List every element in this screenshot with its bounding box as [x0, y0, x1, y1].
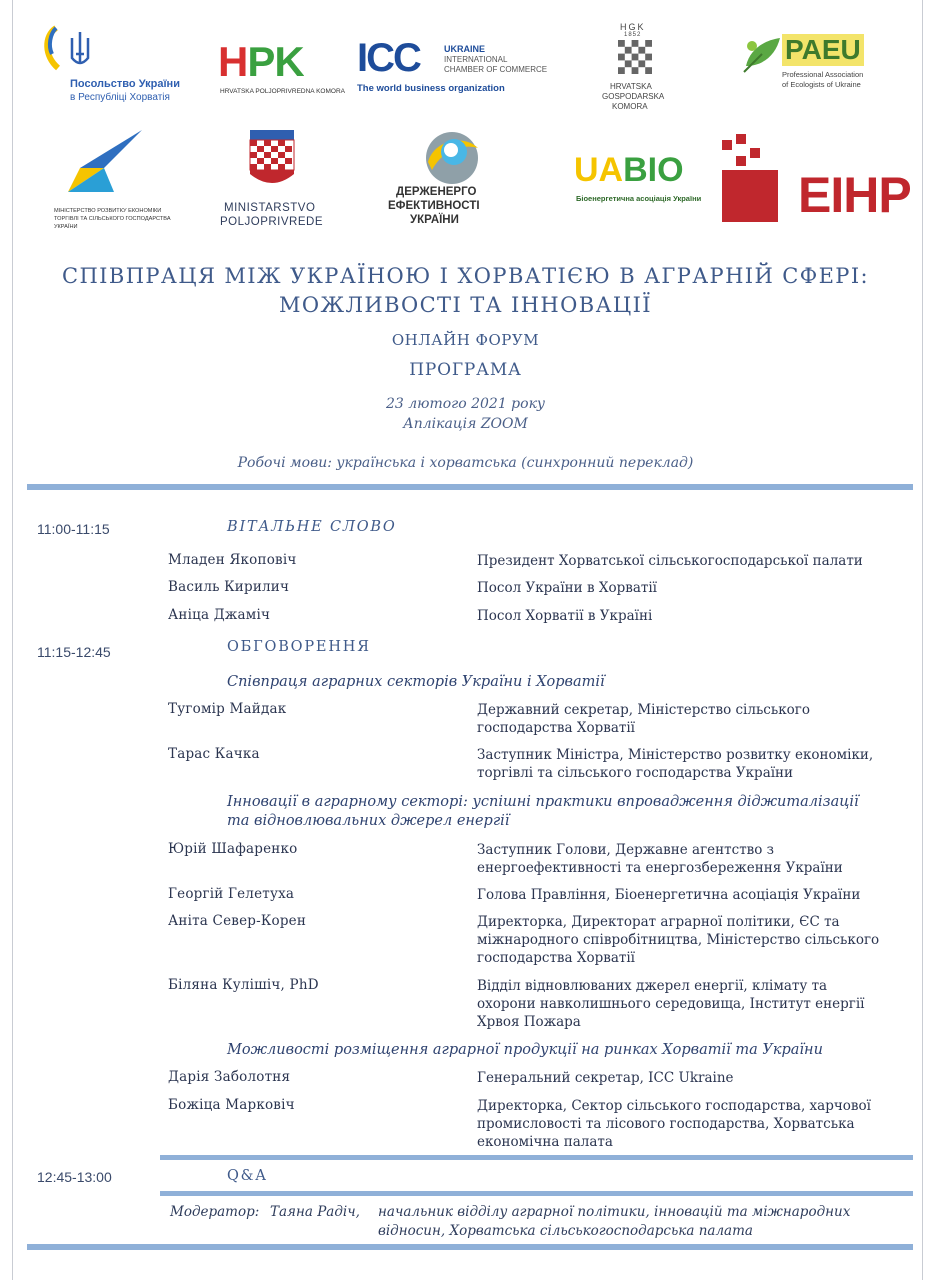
section-1-title: ВІТАЛЬНЕ СЛОВО [227, 519, 397, 535]
hgk-line3: KOMORA [612, 102, 648, 111]
paeu-line1: Professional Association [782, 70, 864, 79]
event-platform: Аплікація ZOOM [403, 416, 528, 432]
divider-qa-top [160, 1155, 913, 1160]
speaker-role: Голова Правління, Біоенергетична асоціація України [477, 887, 861, 903]
icc-tagline: The world business organization [357, 83, 505, 94]
ministry-ua-emblem-icon [64, 128, 144, 194]
speaker-name: Георгій Гелетуха [168, 886, 295, 902]
ministry-hr-logo [218, 130, 328, 234]
speaker-role: Генеральний секретар, ICC Ukraine [477, 1070, 734, 1086]
moderator-role-line-2: відносин, Хорватська сільськогосподарська палата [378, 1223, 753, 1239]
eihp-squares-icon [722, 134, 794, 224]
moderator-block [170, 1203, 890, 1241]
icc-chamber: CHAMBER OF COMMERCE [444, 65, 548, 74]
speaker-role: Посол Хорватії в Україні [477, 608, 653, 624]
derzhenergo-line3: УКРАЇНИ [410, 214, 459, 226]
section-3-title: Q&A [227, 1168, 268, 1184]
speaker-name: Тугомір Майдак [168, 701, 287, 717]
speaker-name: Младен Якоповіч [168, 552, 297, 568]
uabio-caption: Біоенергетична асоціація України [576, 194, 702, 203]
derzhenergo-emblem-icon [424, 130, 484, 186]
icc-logo [357, 38, 557, 98]
speaker-role: Директорка, Директорат аграрної політики, ЄС та міжнародного співробітництва, Міністерство сільського господарства Хорватії [477, 914, 880, 966]
hpk-mark: HPK [218, 38, 304, 85]
uabio-mark: UABIO [574, 151, 684, 189]
embassy-logo [42, 24, 192, 108]
speaker-name: Юрій Шафаренко [168, 841, 298, 857]
speaker-role: Заступник Голови, Державне агентство з енергоефективності та енергозбереження України [477, 842, 843, 876]
subtopic-1: Співпраця аграрних секторів України і Хорватії [227, 674, 605, 690]
moderator-role-line-1: начальник відділу аграрної політики, інновацій та міжнародних [378, 1204, 851, 1220]
ministry-ua-line3: УКРАЇНИ [54, 224, 78, 230]
paeu-mark: PAEU [782, 34, 864, 66]
working-languages: Робочі мови: українська і хорватська (синхронний переклад) [237, 455, 694, 471]
uabio-logo [574, 152, 704, 208]
ukraine-emblem-icon [42, 24, 102, 76]
page-border-right [922, 0, 923, 1280]
hgk-line2: GOSPODARSKA [602, 92, 665, 101]
embassy-country: в Республіці Хорватія [70, 92, 170, 103]
title-line-2: МОЖЛИВОСТІ ТА ІННОВАЦІЇ [278, 293, 652, 317]
speaker-role: Президент Хорватської сільськогосподарської палати [477, 553, 863, 569]
speaker-role: Посол України в Хорватії [477, 580, 657, 596]
icc-mark: ICC [357, 36, 420, 80]
icc-ukraine: UKRAINE [444, 44, 486, 54]
speaker-role: Державний секретар, Міністерство сільського господарства Хорватії [477, 702, 810, 736]
eihp-mark: EIHP [798, 167, 911, 223]
ministry-ua-line1: МІНІСТЕРСТВО РОЗВИТКУ ЕКОНОМІКИ [54, 208, 162, 214]
derzhenergo-line1: ДЕРЖЕНЕРГО [396, 186, 477, 198]
hpk-logo [218, 38, 345, 100]
title-line-1: СПІВПРАЦЯ МІЖ УКРАЇНОЮ І ХОРВАТІЄЮ В АГРАРНІЙ СФЕРІ: [61, 264, 869, 288]
paeu-logo [740, 30, 890, 96]
speaker-name: Біляна Кулішіч, PhD [168, 977, 319, 993]
speaker-name: Василь Кирилич [168, 579, 290, 595]
derzhenergo-logo [378, 130, 508, 230]
icc-intl: INTERNATIONAL [444, 55, 508, 64]
hgk-year: 1852 [624, 32, 642, 38]
event-date: 23 лютого 2021 року [385, 396, 546, 412]
divider-bottom [27, 1244, 913, 1250]
derzhenergo-line2: ЕФЕКТИВНОСТІ [388, 200, 480, 212]
hgk-mark: HGK [620, 22, 646, 32]
moderator-name: Таяна Радіч, [270, 1204, 360, 1220]
program-label: ПРОГРАМА [409, 360, 522, 380]
ministry-hr-line1: MINISTARSTVO [224, 202, 316, 214]
hpk-caption: HRVATSKA POLJOPRIVREDNA KOMORA [220, 88, 345, 95]
page-border-left [12, 0, 13, 1280]
hgk-logo [602, 22, 682, 114]
section-1-time: 11:00-11:15 [37, 521, 110, 537]
eihp-logo [722, 134, 912, 224]
subtopic-3: Можливості розміщення аграрної продукції на ринках Хорватії та України [227, 1042, 823, 1058]
speaker-role: Директорка, Сектор сільського господарства, харчової промисловості та лісового господарства, Хорватська економічна палата [477, 1098, 871, 1150]
paeu-line2: of Ecologists of Ukraine [782, 80, 861, 89]
divider-top [27, 484, 913, 490]
section-2-time: 11:15-12:45 [37, 644, 111, 660]
section-2-title: ОБГОВОРЕННЯ [227, 639, 371, 655]
ministry-ua-line2: ТОРГІВЛІ ТА СІЛЬСЬКОГО ГОСПОДАРСТВА [54, 216, 171, 222]
croatian-coat-of-arms-icon [248, 130, 296, 192]
forum-label: ОНЛАЙН ФОРУМ [391, 331, 540, 349]
speaker-name: Дарія Заболотня [168, 1069, 291, 1085]
section-3-time: 12:45-13:00 [37, 1169, 112, 1185]
embassy-name: Посольство України [70, 78, 180, 90]
subtopic-2: Інновації в аграрному секторі: успішні практики впровадження діджиталізації та відновлювальних джерел енергії [227, 794, 859, 829]
speaker-role: Відділ відновлюваних джерел енергії, клімату та охорони навколишнього середовища, Інститут енергії Хрвоя Пожара [477, 978, 865, 1030]
leaf-icon [740, 32, 784, 76]
speaker-name: Аніца Джаміч [168, 607, 271, 623]
ministry-hr-line2: POLJOPRIVREDE [220, 216, 323, 228]
divider-qa-bottom [160, 1191, 913, 1196]
speaker-name: Тарас Качка [168, 746, 260, 762]
hgk-line1: HRVATSKA [610, 82, 652, 91]
speaker-name: Божіца Марковіч [168, 1097, 295, 1113]
page-title [0, 262, 931, 320]
speaker-name: Аніта Север-Корен [168, 913, 307, 929]
speaker-role: Заступник Міністра, Міністерство розвитку економіки, торгівлі та сільського господарства України [477, 747, 874, 781]
checkerboard-icon [618, 40, 652, 74]
ministry-ua-logo [50, 128, 180, 236]
moderator-label: Модератор: [170, 1204, 260, 1220]
